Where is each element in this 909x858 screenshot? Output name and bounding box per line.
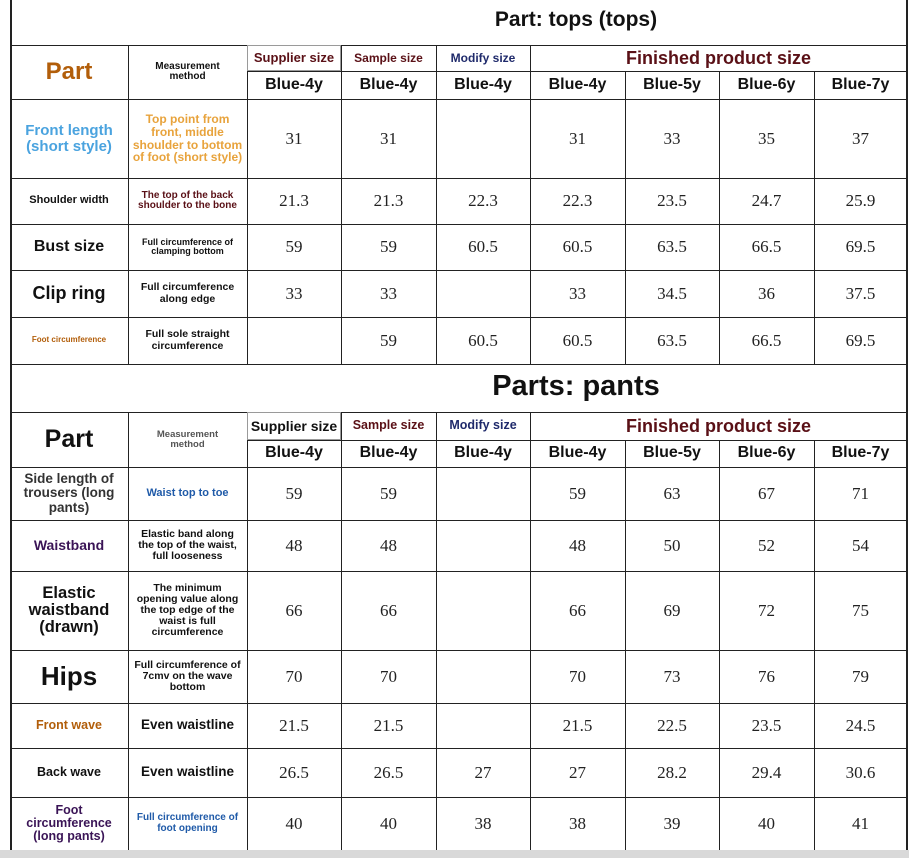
grid-line (10, 467, 908, 468)
tops-row-method: Full circumference of clamping bottom (141, 236, 234, 256)
pants-row-part: Side length of trousers (long pants) (23, 471, 115, 515)
grid-line (10, 224, 908, 225)
tops-row-value: 37.5 (845, 283, 876, 303)
supplier-header-frame (247, 45, 341, 71)
pants-size-label: Blue-4y (454, 444, 512, 462)
grid-line (814, 440, 815, 850)
tops-row-value: 24.7 (751, 191, 782, 211)
pants-row-value: 40 (285, 813, 303, 833)
pants-row-method: Waist top to toe (146, 486, 229, 499)
tops-modify-header: Modify size (450, 50, 516, 65)
pants-supplier-header-frame (247, 412, 341, 440)
pants-row-part: Elastic waistband (drawn) (28, 583, 110, 637)
tops-row-method: Top point from front, middle shoulder to bottom of foot (short style) (132, 112, 243, 165)
grid-line (341, 412, 342, 850)
pants-row-method: Full circumference of foot opening (136, 812, 239, 834)
pants-row-value: 28.2 (657, 762, 687, 782)
grid-line (10, 650, 908, 651)
tops-row-value: 23.5 (657, 191, 687, 211)
pants-size-label: Blue-7y (831, 444, 890, 462)
tops-finished-header: Finished product size (625, 47, 812, 68)
pants-row-value: 21.5 (562, 715, 593, 735)
tops-row-value: 60.5 (562, 237, 593, 257)
grid-line (530, 412, 531, 850)
tops-row-value: 33 (569, 283, 586, 303)
grid-line (10, 270, 908, 271)
grid-line (247, 412, 248, 850)
grid-line (436, 45, 437, 364)
pants-row-value: 59 (569, 483, 586, 503)
tops-row-part: Clip ring (32, 283, 106, 304)
tops-row-method: Full circumference along edge (140, 281, 235, 305)
pants-row-value: 27 (474, 762, 492, 782)
tops-row-value (436, 270, 530, 317)
tops-row-method: Full sole straight circumference (145, 328, 230, 352)
tops-row-part: Foot circumference (31, 335, 107, 345)
pants-row-part: Hips (40, 660, 98, 691)
pants-size-label: Blue-5y (643, 444, 701, 462)
pants-row-value: 30.6 (845, 762, 876, 782)
pants-row-value: 70 (569, 666, 586, 686)
tops-row-value: 36 (758, 283, 775, 303)
pants-row-value: 48 (569, 535, 586, 555)
pants-row-method: Even waistline (140, 764, 235, 780)
grid-line (341, 45, 342, 364)
tops-row-value: 60.5 (468, 330, 498, 350)
pants-row-value: 54 (852, 535, 869, 555)
pants-row-value: 24.5 (845, 715, 876, 735)
pants-row-value: 23.5 (751, 715, 782, 735)
tops-row-value: 69.5 (845, 237, 876, 257)
pants-row-value: 72 (758, 600, 775, 620)
grid-line (128, 412, 129, 850)
pants-row-part: Waistband (33, 537, 105, 554)
tops-row-value: 63.5 (657, 237, 687, 257)
tops-row-part: Front length (short style) (25, 121, 113, 155)
tops-size-label: Blue-6y (737, 75, 796, 93)
pants-row-value: 41 (852, 813, 869, 833)
pants-row-value: 66 (380, 600, 397, 620)
tops-size-label: Blue-7y (831, 75, 890, 93)
pants-method-header: Measurement method (156, 428, 219, 450)
tops-row-value: 66.5 (751, 237, 782, 257)
pants-row-value: 73 (663, 666, 681, 686)
tops-row-value: 59 (380, 237, 397, 257)
tops-row-value: 31 (380, 128, 397, 148)
tops-size-label: Blue-5y (643, 75, 701, 93)
pants-title: Parts: pants (492, 369, 660, 402)
tops-row-value: 60.5 (468, 237, 498, 257)
tops-row-value: 33 (285, 283, 303, 303)
grid-line (10, 178, 908, 179)
pants-row-value: 22.5 (657, 715, 687, 735)
tops-row-value: 22.3 (562, 191, 593, 211)
pants-row-value: 21.5 (373, 715, 404, 735)
grid-line (247, 45, 248, 364)
grid-line (10, 99, 908, 100)
tops-row-value: 59 (380, 330, 397, 350)
grid-line (530, 45, 531, 364)
tops-supplier-header: Supplier size (253, 50, 335, 66)
pants-row-value: 59 (285, 483, 303, 503)
pants-row-value: 76 (758, 666, 775, 686)
tops-row-value: 21.3 (279, 191, 309, 211)
tops-row-value: 31 (285, 128, 303, 148)
grid-line (814, 71, 815, 364)
grid-line (10, 703, 908, 704)
pants-part-header: Part (44, 425, 94, 454)
pants-row-value: 70 (380, 666, 397, 686)
pants-row-value: 21.5 (279, 715, 309, 735)
pants-row-value: 40 (380, 813, 397, 833)
pants-row-value (436, 703, 530, 748)
pants-row-value: 29.4 (751, 762, 782, 782)
pants-size-label: Blue-6y (737, 444, 796, 462)
tops-row-value: 59 (285, 237, 303, 257)
pants-row-value: 79 (852, 666, 869, 686)
grid-line (10, 748, 908, 749)
tops-row-value (436, 99, 530, 178)
tops-row-value: 22.3 (468, 191, 498, 211)
tops-row-value: 69.5 (845, 330, 876, 350)
pants-finished-header: Finished product size (625, 415, 812, 436)
pants-modify-header: Modify size (449, 418, 517, 433)
tops-row-part: Shoulder width (29, 194, 109, 207)
pants-size-label: Blue-4y (359, 444, 418, 462)
tops-row-part: Bust size (33, 237, 105, 255)
pants-row-part: Back wave (37, 764, 101, 779)
grid-line (10, 797, 908, 798)
pants-row-value: 75 (852, 600, 869, 620)
grid-line (625, 71, 626, 364)
tops-size-label: Blue-4y (548, 75, 607, 93)
grid-line (10, 571, 908, 572)
pants-size-label: Blue-4y (548, 444, 607, 462)
pants-row-value: 48 (380, 535, 397, 555)
tops-size-label: Blue-4y (265, 75, 323, 93)
tops-row-value: 35 (758, 128, 775, 148)
tops-row-value: 21.3 (373, 191, 404, 211)
pants-row-method: Even waistline (140, 717, 235, 733)
pants-row-value (436, 571, 530, 650)
pants-row-value: 59 (380, 483, 397, 503)
tops-row-value: 66.5 (751, 330, 782, 350)
grid-line (10, 520, 908, 521)
pants-row-value: 70 (285, 666, 303, 686)
pants-sample-header: Sample size (352, 418, 425, 433)
pants-row-value: 38 (474, 813, 492, 833)
pants-row-part: Front wave (36, 717, 102, 732)
pants-row-value: 26.5 (279, 762, 309, 782)
pants-row-value: 66 (569, 600, 586, 620)
tops-row-value: 37 (852, 128, 869, 148)
pants-row-value: 38 (569, 813, 586, 833)
tops-row-value: 25.9 (845, 191, 876, 211)
pants-supplier-header: Supplier size (250, 417, 338, 434)
tops-size-label: Blue-4y (359, 75, 418, 93)
pants-row-value: 52 (758, 535, 775, 555)
tops-title: Part: tops (tops) (494, 7, 658, 31)
tops-row-value: 34.5 (657, 283, 687, 303)
pants-row-value: 71 (852, 483, 869, 503)
pants-row-part: Foot circumference (long pants) (26, 802, 112, 844)
pants-row-value: 40 (758, 813, 775, 833)
tops-row-value: 33 (663, 128, 681, 148)
grid-line (128, 45, 129, 364)
pants-row-method: Elastic band along the top of the waist, full looseness (138, 527, 237, 562)
tops-row-method: The top of the back shoulder to the bone (138, 189, 237, 211)
tops-row-value: 33 (380, 283, 397, 303)
pants-row-value: 27 (569, 762, 586, 782)
grid-line (719, 71, 720, 364)
tops-row-value: 60.5 (562, 330, 593, 350)
grid-line (436, 412, 437, 850)
tops-size-label: Blue-4y (454, 75, 512, 93)
pants-row-value: 48 (285, 535, 303, 555)
pants-row-method: Full circumference of 7cmv on the wave bottom (134, 658, 241, 693)
pants-size-label: Blue-4y (265, 444, 323, 462)
tops-sample-header: Sample size (354, 50, 423, 65)
grid-line (10, 317, 908, 318)
tops-method-header: Measurement method (155, 60, 220, 82)
grid-line (625, 440, 626, 850)
pants-row-value: 63 (663, 483, 681, 503)
pants-row-value (436, 520, 530, 571)
tops-row-value (247, 317, 341, 364)
bottom-bar (0, 850, 909, 858)
pants-row-value: 66 (285, 600, 303, 620)
pants-row-value (436, 650, 530, 703)
pants-row-value: 26.5 (373, 762, 404, 782)
tops-row-value: 63.5 (657, 330, 687, 350)
tops-part-header: Part (45, 58, 93, 86)
pants-row-method: The minimum opening value along the top edge of the waist is full circumference (136, 581, 239, 639)
pants-row-value (436, 467, 530, 520)
pants-row-value: 50 (663, 535, 681, 555)
pants-row-value: 67 (758, 483, 775, 503)
grid-line (719, 440, 720, 850)
pants-row-value: 69 (663, 600, 681, 620)
tops-row-value: 31 (569, 128, 586, 148)
pants-row-value: 39 (663, 813, 681, 833)
